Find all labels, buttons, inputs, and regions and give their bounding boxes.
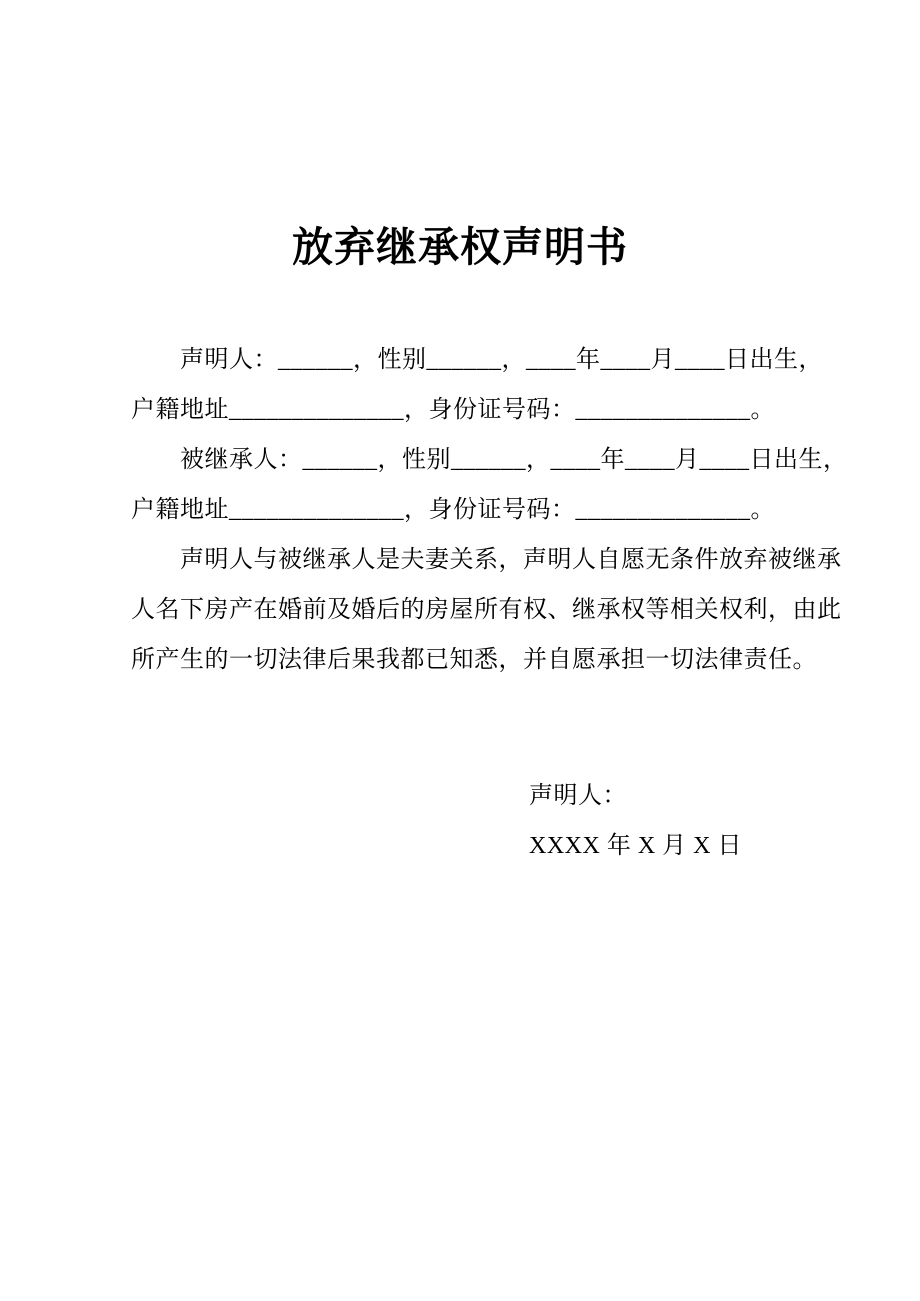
paragraph-decedent <box>131 435 848 535</box>
text-line: 户籍地址______________，身份证号码：______________。 <box>131 397 775 423</box>
paragraph-declaration <box>131 535 842 685</box>
signature-block <box>529 771 742 871</box>
document-body <box>131 335 848 685</box>
text-line: 人名下房产在婚前及婚后的房屋所有权、继承权等相关权利，由此 <box>131 597 842 623</box>
signature-date-line: XXXX 年 X 月 X 日 <box>529 833 742 859</box>
paragraph-declarant <box>131 335 823 435</box>
document-title: 放弃继承权声明书 <box>292 224 628 270</box>
text-line: 声明人与被继承人是夫妻关系，声明人自愿无条件放弃被继承 <box>131 547 842 573</box>
signature-declarant-line: 声明人： <box>529 783 627 809</box>
text-line: 所产生的一切法律后果我都已知悉，并自愿承担一切法律责任。 <box>131 647 817 673</box>
text-line: 被继承人：______，性别______，____年____月____日出生， <box>131 447 848 473</box>
text-line: 户籍地址______________，身份证号码：______________。 <box>131 497 775 523</box>
text-line: 声明人：______，性别______，____年____月____日出生， <box>131 347 823 373</box>
